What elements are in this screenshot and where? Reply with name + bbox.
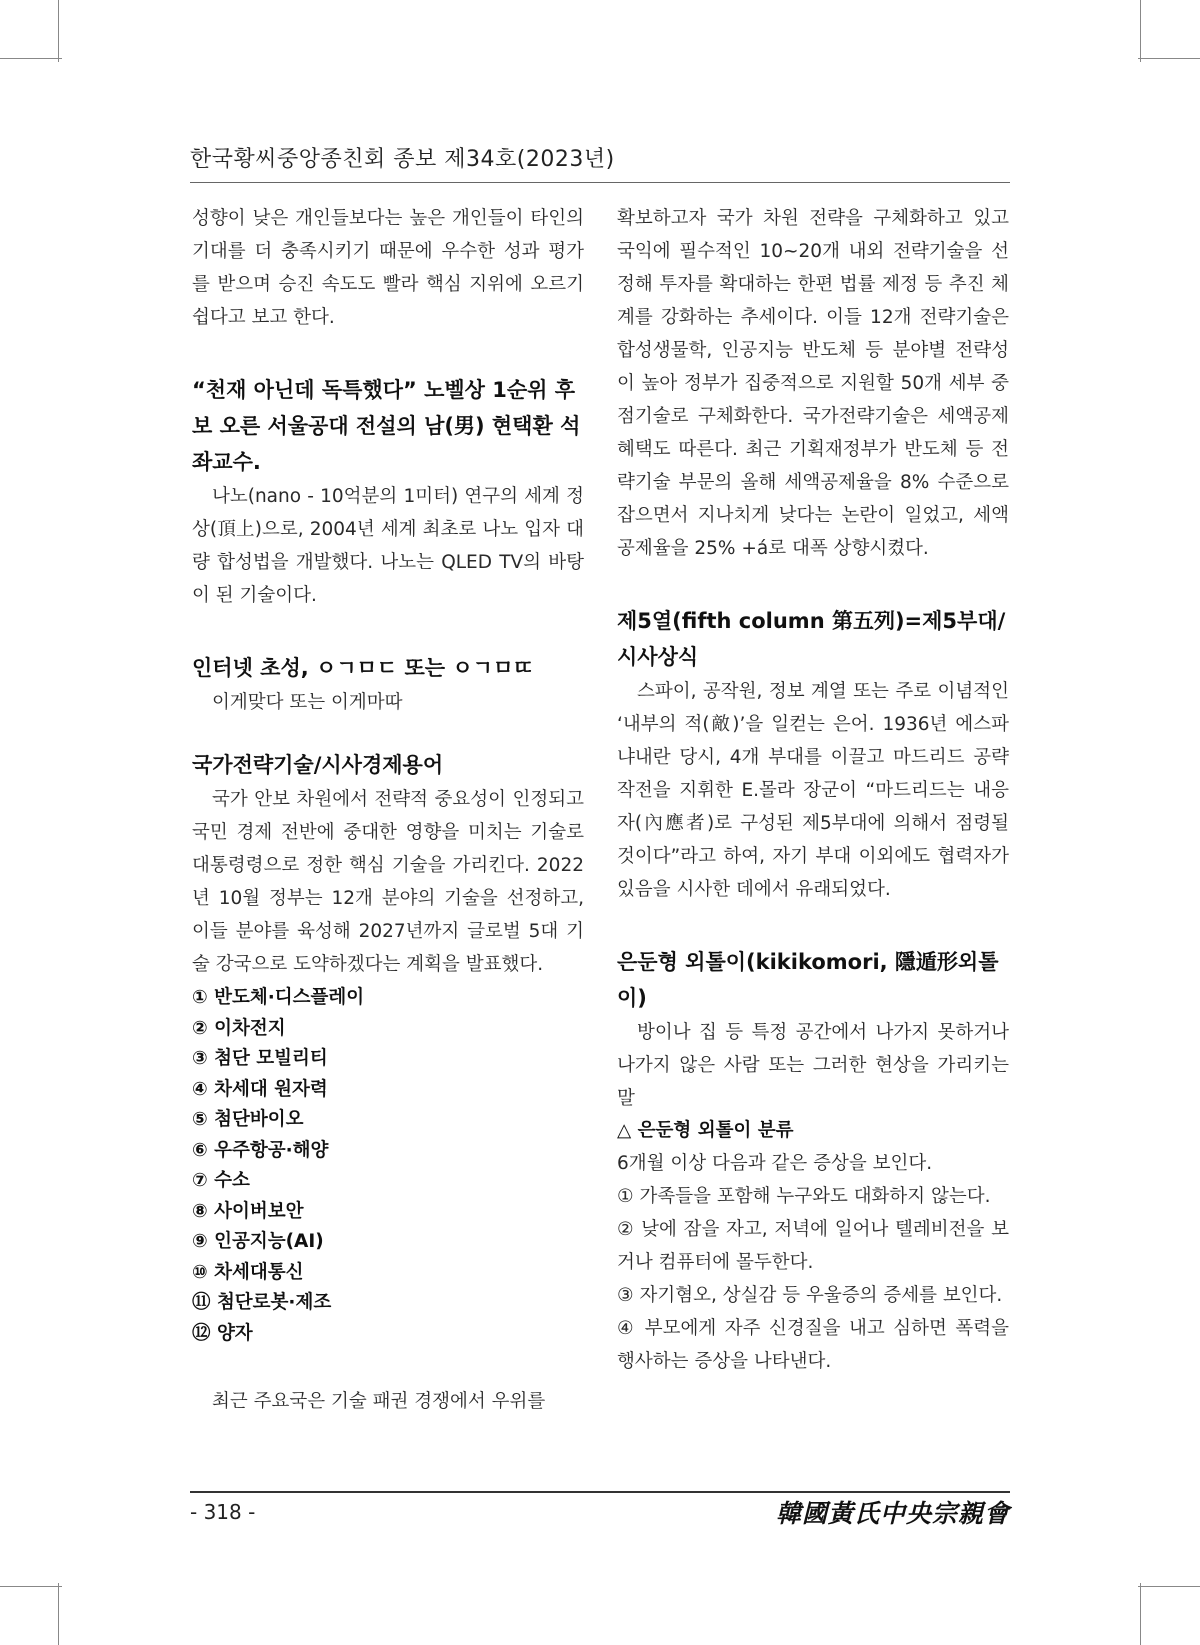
list-item: ③ 첨단 모빌리티	[192, 1048, 328, 1069]
list-item: ⑫ 양자	[192, 1322, 253, 1344]
section-body-hikikomori: 방이나 집 등 특정 공간에서 나가지 못하거나 나가지 않은 사람 또는 그러한 현상을 가리키는 말	[617, 1022, 1009, 1109]
list-item: ② 낮에 잠을 자고, 저녁에 일어나 텔레비전을 보거나 컴퓨터에 몰두한다.	[617, 1219, 1009, 1273]
section-title-fifth-column: 제5열(fifth column 第五列)=제5부대/시사상식	[617, 609, 1006, 669]
list-item: ⑦ 수소	[192, 1170, 250, 1191]
section-body-chosung: 이게맞다 또는 이게마따	[212, 692, 403, 713]
list-item: ④ 부모에게 자주 신경질을 내고 심하면 폭력을 행사하는 증상을 나타낸다.	[617, 1318, 1009, 1372]
list-item: ⑪ 첨단로봇·제조	[192, 1292, 332, 1313]
hikikomori-subtitle: △ 은둔형 외톨이 분류	[617, 1120, 794, 1141]
list-item: ① 가족들을 포함해 누구와도 대화하지 않는다.	[617, 1186, 991, 1207]
list-item: ⑥ 우주항공·해양	[192, 1139, 329, 1161]
publisher-logo: 韓國黃氏中央宗親會	[775, 1499, 1010, 1528]
intro-paragraph: 성향이 낮은 개인들보다는 높은 개인들이 타인의 기대를 더 충족시키기 때문에 우수한 성과 평가를 받으며 승진 속도도 빨라 핵심 지위에 오르기 쉽다고 보고 한다.	[192, 208, 584, 328]
crop-mark	[0, 1586, 62, 1587]
hikikomori-lead: 6개월 이상 다음과 같은 증상을 보인다.	[617, 1153, 933, 1174]
section-title-chosung: 인터넷 초성, ㅇㄱㅁㄷ 또는 ㅇㄱㅁㄸ	[192, 656, 534, 680]
crop-mark	[58, 1583, 59, 1645]
header-divider	[190, 182, 1010, 183]
crop-mark	[1140, 1583, 1141, 1645]
list-item: ④ 차세대 원자력	[192, 1078, 328, 1100]
strategic-tech-list	[192, 983, 584, 1349]
crop-mark	[0, 58, 62, 59]
left-column	[192, 202, 584, 1418]
section-title-hikikomori: 은둔형 외톨이(kikikomori, 隱遁形외톨이)	[617, 950, 999, 1010]
closing-paragraph: 최근 주요국은 기술 패권 경쟁에서 우위를	[212, 1391, 546, 1412]
page-number: - 318 -	[190, 1500, 256, 1524]
list-item: ⑧ 사이버보안	[192, 1200, 304, 1222]
crop-mark	[58, 0, 59, 62]
list-item: ③ 자기혐오, 상실감 등 우울증의 증세를 보인다.	[617, 1285, 1003, 1306]
list-item: ① 반도체·디스플레이	[192, 987, 365, 1008]
section-body-strategic-tech: 국가 안보 차원에서 전략적 중요성이 인정되고 국민 경제 전반에 중대한 영향을 미치는 기술로 대통령령으로 정한 핵심 기술을 가리킨다. 2022년 10월 정부는 12개 분야의 기술을 선정하고, 이들 분야를 육성해 2027년까지 글로벌 5대 기술 강국으로 도약하겠다는 계획을 발표했다.	[192, 789, 584, 975]
crop-mark	[1138, 58, 1200, 59]
section-title-strategic-tech: 국가전략기술/시사경제용어	[192, 753, 444, 777]
right-column	[617, 202, 1009, 1378]
section-body-nobel: 나노(nano - 10억분의 1미터) 연구의 세계 정상(頂上)으로, 2004년 세계 최초로 나노 입자 대량 합성법을 개발했다. 나노는 QLED TV의 바탕이 된 기술이다.	[192, 486, 584, 606]
list-item: ② 이차전지	[192, 1017, 286, 1039]
crop-mark	[1138, 1586, 1200, 1587]
section-body-fifth-column: 스파이, 공작원, 정보 계열 또는 주로 이념적인 ‘내부의 적(敵)’을 일컫는 은어. 1936년 에스파냐내란 당시, 4개 부대를 이끌고 마드리드 공략작전을 지휘한 E.몰라 장군이 “마드리드는 내응자(內應者)로 구성된 제5부대에 의해서 점령될 것이다”라고 하여, 자기 부대 이외에도 협력자가 있음을 시사한 데에서 유래되었다.	[617, 681, 1009, 900]
section-title-nobel: “천재 아닌데 독특했다” 노벨상 1순위 후보 오른 서울공대 전설의 남(男) 현택환 석좌교수.	[192, 378, 581, 474]
list-item: ⑩ 차세대통신	[192, 1261, 304, 1283]
footer-divider	[190, 1491, 1010, 1493]
crop-mark	[1140, 0, 1141, 62]
list-item: ⑤ 첨단바이오	[192, 1109, 304, 1130]
list-item: ⑨ 인공지능(AI)	[192, 1231, 324, 1252]
page-header: 한국황씨중앙종친회 종보 제34호(2023년)	[190, 147, 615, 172]
continuation-paragraph: 확보하고자 국가 차원 전략을 구체화하고 있고 국익에 필수적인 10~20개 내외 전략기술을 선정해 투자를 확대하는 한편 법률 제정 등 추진 체계를 강화하는 추세이다. 이들 12개 전략기술은 합성생물학, 인공지능 반도체 등 분야별 전략성이 높아 정부가 집중적으로 지원할 50개 세부 중점기술로 구체화한다. 국가전략기술은 세액공제 혜택도 따른다. 최근 기획재정부가 반도체 등 전략기술 부문의 올해 세액공제율을 8% 수준으로 잡으면서 지나치게 낮다는 논란이 일었고, 세액공제율을 25% +á로 대폭 상향시켰다.	[617, 208, 1009, 559]
